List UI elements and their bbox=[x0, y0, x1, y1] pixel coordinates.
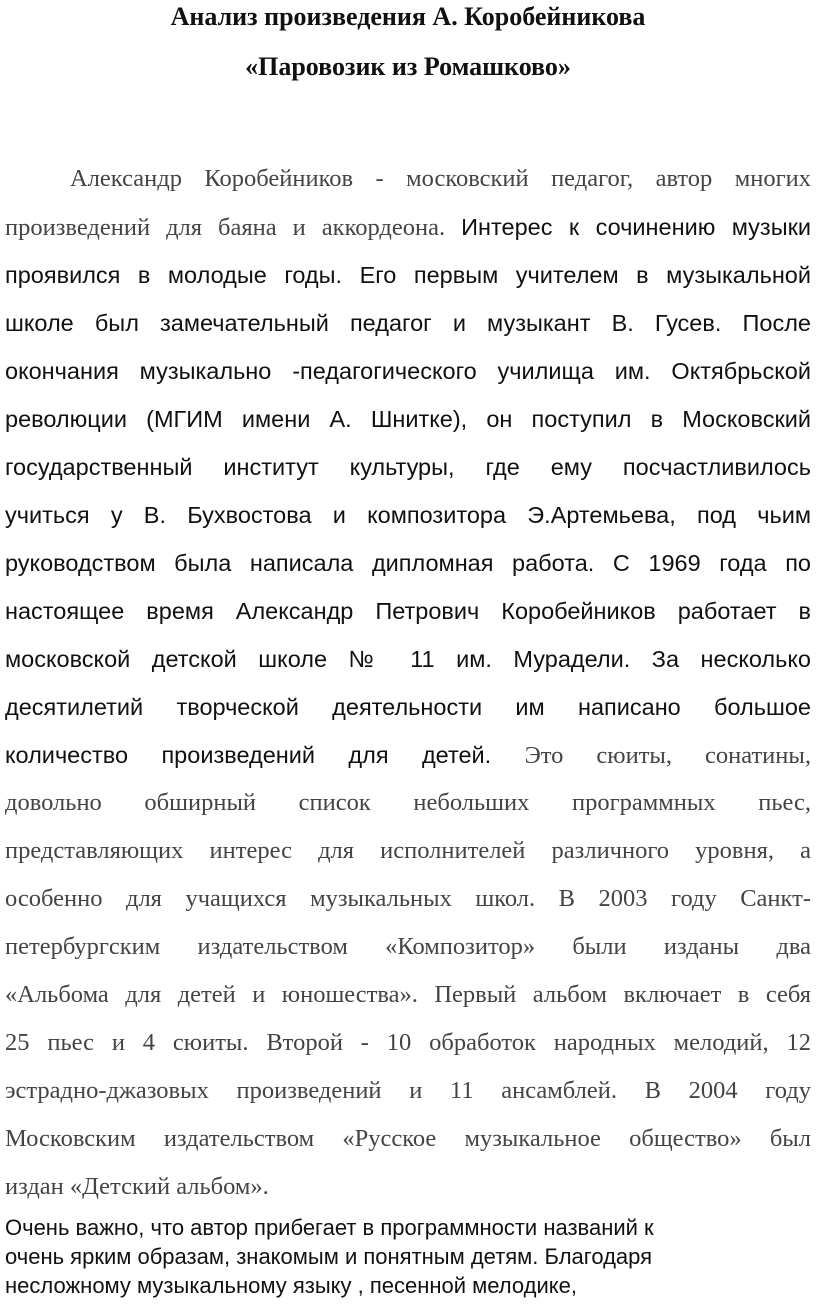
paragraph-line: революции (МГИМ имени А. Шнитке), он поступил в Московский bbox=[5, 406, 811, 432]
paragraph-line: особенно для учащихся музыкальных школ. В 2003 году Санкт- bbox=[5, 885, 811, 912]
paragraph-line: московской детской школе № 11 им. Мурадели. За несколько bbox=[5, 646, 811, 672]
paragraph-line: очень ярким образам, знакомым и понятным детям. Благодаря bbox=[5, 1244, 653, 1269]
document-title-line-2: «Паровозик из Ромашково» bbox=[245, 52, 571, 81]
paragraph-line: государственный институт культуры, где ему посчастливилось bbox=[5, 454, 811, 480]
paragraph-line: учиться у В. Бухвостова и композитора Э.Артемьева, под чьим bbox=[5, 502, 811, 528]
paragraph-line: довольно обширный список небольших программных пьес, bbox=[5, 789, 811, 816]
paragraph-line: эстрадно-джазовых произведений и 11 ансамблей. В 2004 году bbox=[5, 1077, 811, 1104]
paragraph-line: настоящее время Александр Петрович Коробейников работает в bbox=[5, 598, 811, 624]
paragraph-line: произведений для баяна и аккордеона. Интерес к сочинению музыки bbox=[5, 214, 812, 241]
paragraph-line: десятилетий творческой деятельности им написано большое bbox=[5, 694, 811, 720]
paragraph-line: окончания музыкально -педагогического училища им. Октябрьской bbox=[5, 358, 811, 384]
paragraph-line: представляющих интерес для исполнителей различного уровня, а bbox=[5, 837, 811, 864]
document-title-line-1: Анализ произведения А. Коробейникова bbox=[170, 2, 646, 31]
paragraph-line: школе был замечательный педагог и музыкант В. Гусев. После bbox=[5, 310, 811, 336]
paragraph-line: 25 пьес и 4 сюиты. Второй - 10 обработок народных мелодий, 12 bbox=[5, 1029, 811, 1056]
paragraph-line: петербургским издательством «Композитор» были изданы два bbox=[5, 933, 811, 960]
paragraph-line: «Альбома для детей и юношества». Первый альбом включает в себя bbox=[5, 981, 811, 1008]
paragraph-line: несложному музыкальному языку , песенной мелодике, bbox=[5, 1273, 577, 1298]
paragraph-line: Александр Коробейников - московский педагог, автор многих bbox=[70, 165, 811, 192]
paragraph-line: руководством была написала дипломная работа. С 1969 года по bbox=[5, 550, 811, 576]
paragraph-line: издан «Детский альбом». bbox=[5, 1173, 269, 1200]
paragraph-line: проявился в молодые годы. Его первым учителем в музыкальной bbox=[5, 262, 811, 288]
paragraph-line: Московским издательством «Русское музыкальное общество» был bbox=[5, 1125, 811, 1152]
paragraph-line: Очень важно, что автор прибегает в программности названий к bbox=[5, 1215, 654, 1240]
paragraph-line: количество произведений для детей. Это сюиты, сонатины, bbox=[5, 742, 811, 769]
